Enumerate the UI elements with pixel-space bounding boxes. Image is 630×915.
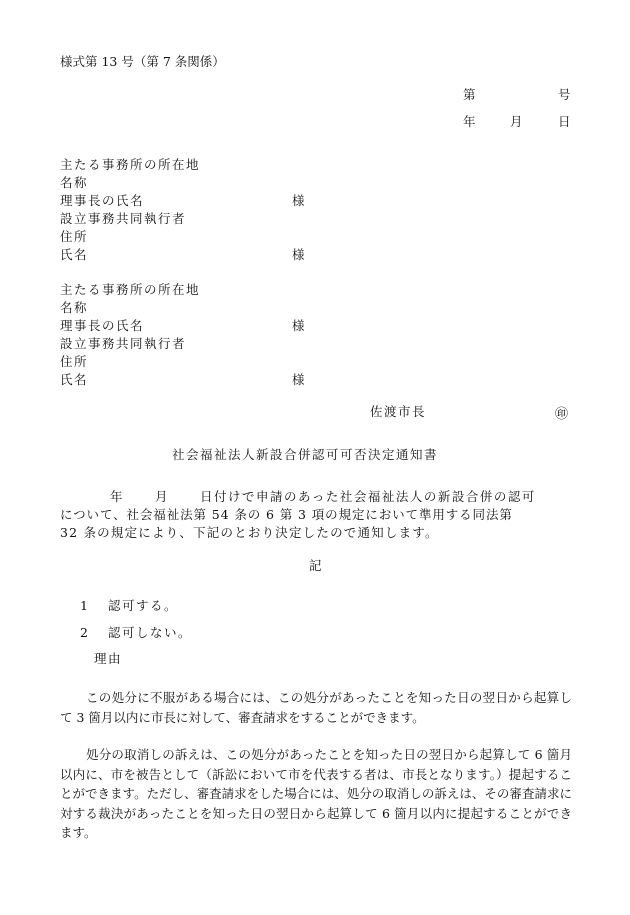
office-address-label: 主たる事務所の所在地 (60, 157, 201, 172)
person-name-label: 氏名 (60, 247, 89, 262)
body-line-1: 日付けで申請のあった社会福祉法人の新設合併の認可 (200, 489, 536, 504)
person-honorific: 様 (292, 372, 305, 387)
decision-item-number: 2 (80, 625, 88, 640)
appeal-notice-paragraph: この処分に不服がある場合には、この処分があったことを知った日の翌日から起算して 3 箇月以内に市長に対して、審査請求をすることができます。 (60, 690, 572, 725)
document-number-prefix: 第 (463, 87, 476, 102)
date-month-label: 月 (510, 114, 523, 129)
issuer-title: 佐渡市長 (370, 404, 427, 419)
person-honorific: 様 (292, 247, 305, 262)
form-label: 様式第 13 号（第 7 条関係） (60, 54, 225, 69)
body-year-label: 年 (110, 489, 123, 504)
date-day-label: 日 (558, 114, 571, 129)
chair-name-label: 理事長の氏名 (60, 193, 145, 208)
decision-item-number: 1 (80, 598, 88, 613)
office-address-label: 主たる事務所の所在地 (60, 282, 201, 297)
address-label: 住所 (60, 354, 89, 369)
joint-executor-label: 設立事務共同執行者 (60, 211, 187, 226)
address-label: 住所 (60, 229, 89, 244)
seal-mark: ㊞ (555, 407, 569, 422)
document-number-suffix: 号 (558, 87, 571, 102)
chair-honorific: 様 (292, 318, 305, 333)
ki-heading: 記 (309, 558, 322, 573)
reason-label: 理由 (94, 651, 123, 666)
date-year-label: 年 (463, 114, 476, 129)
chair-honorific: 様 (292, 193, 305, 208)
corporation-name-label: 名称 (60, 300, 89, 315)
body-line-2: について、社会福祉法第 54 条の 6 第 3 項の規定において準用する同法第 (60, 507, 513, 522)
decision-item-deny: 認可しない。 (108, 625, 193, 640)
body-month-label: 月 (155, 489, 168, 504)
joint-executor-label: 設立事務共同執行者 (60, 336, 187, 351)
corporation-name-label: 名称 (60, 175, 89, 190)
person-name-label: 氏名 (60, 372, 89, 387)
body-line-3: 32 条の規定により、下記のとおり決定したので通知します。 (60, 525, 439, 540)
decision-item-approve: 認可する。 (108, 598, 179, 613)
lawsuit-notice-paragraph: 処分の取消しの訴えは、この処分があったことを知った日の翌日から起算して 6 箇月以内に、市を被告として（訴訟において市を代表する者は、市長となります。）提起することができます。ただし、審査請求をした場合には、処分の取消しの訴えは、その審査請求に対する裁決があったことを知った日の翌日から起算して 6 箇月以内に提起することができます。 (60, 747, 572, 840)
chair-name-label: 理事長の氏名 (60, 318, 145, 333)
document-title: 社会福祉法人新設合併認可可否決定通知書 (172, 447, 439, 462)
